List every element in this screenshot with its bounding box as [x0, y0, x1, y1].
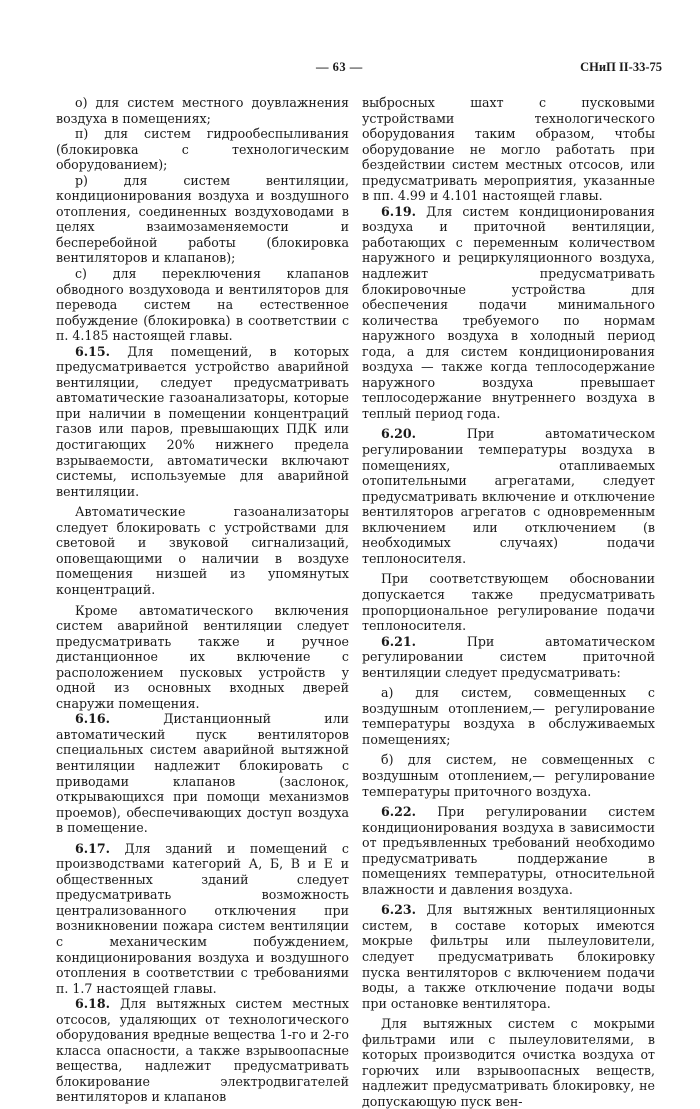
paragraph [362, 804, 655, 897]
document-code: СНиП II-33-75 [580, 60, 662, 74]
paragraph-text: При автоматическом регулировании систем приточной вентиляции следует предусматривать: [362, 633, 655, 680]
paragraph-text: При автоматическом регулировании температуры воздуха в помещениях, отапливаемых отопительными агрегатами, следует предусматривать включение и отключение вентиляторов агрегатов с одновременным включением или отключением (в необходимых случаях) подачи теплоносителя. [362, 426, 655, 566]
paragraph [56, 266, 349, 344]
paragraph-text: При регулировании систем кондиционирования воздуха в зависимости от предъявленных требований необходимо предусматривать поддержание в помещениях температуры, относительной влажности и давления воздуха. [362, 804, 655, 897]
section-number: 6.19. [381, 203, 417, 219]
section-number: 6.23. [381, 902, 417, 918]
paragraph-text: а) для систем, совмещенных с воздушным отоплением,— регулирование температуры воздуха в обслуживаемых помещениях; [362, 685, 655, 747]
paragraph [362, 95, 655, 204]
paragraph [362, 752, 655, 799]
section-number: 6.21. [381, 633, 417, 649]
paragraph [56, 344, 349, 499]
paragraph [56, 841, 349, 996]
paragraph-text: р) для систем вентиляции, кондиционирования воздуха и воздушного отопления, соединенных воздуховодами в целях взаимозаменяемости и бесперебойной работы (блокировка вентиляторов и клапанов); [56, 172, 349, 266]
paragraph-text: Для зданий и помещений с производствами категорий А, Б, В и Е и общественных зданий следует предусматривать возможность централизованного отключения при возникновении пожара систем вентиляции с механическим побуждением, кондиционирования воздуха и воздушного отопления в соответствии с требованиями п. 1.7 настоящей главы. [56, 840, 349, 996]
paragraph-text: Кроме автоматического включения систем аварийной вентиляции следует предусматривать также и ручное дистанционное их включение с расположением пусковых устройств у одной из основных входных дверей снаружи помещения. [56, 602, 349, 711]
paragraph-text: Дистанционный или автоматический пуск вентиляторов специальных систем аварийной вытяжной вентиляции надлежит блокировать с приводами клапанов (заслонок, открывающихся при помощи механизмов проемов), обеспечивающих доступ воздуха в помещение. [56, 711, 349, 836]
paragraph-text: Для помещений, в которых предусматривается устройство аварийной вентиляции, следует предусматривать автоматические газоанализаторы, которые при наличии в помещении концентраций газов или паров, превышающих ПДК или достигающих 20% нижнего предела взрываемости, автоматически включают системы, используемые для аварийной вентиляции. [56, 343, 349, 499]
section-number: 6.20. [381, 426, 417, 442]
paragraph [56, 996, 349, 1105]
section-number: 6.18. [75, 996, 111, 1012]
left-column [56, 95, 349, 1105]
paragraph [362, 204, 655, 422]
paragraph [56, 711, 349, 835]
paragraph [56, 603, 349, 712]
paragraph-text: о) для систем местного доувлажнения воздуха в помещениях; [56, 95, 349, 126]
paragraph-text: Для вытяжных систем с мокрыми фильтрами или с пылеуловителями, в которых производится очистка воздуха от горючих или взрывоопасных веществ, надлежит предусматривать блокировку, не допускающую пуск вен- [362, 1016, 655, 1109]
page-header [0, 60, 700, 76]
paragraph [56, 504, 349, 597]
paragraph [56, 126, 349, 173]
right-column [362, 95, 655, 1109]
section-number: 6.15. [75, 343, 111, 359]
paragraph-text: п) для систем гидрообеспыливания (блокировка с технологическим оборудованием); [56, 126, 349, 173]
paragraph [362, 1016, 655, 1109]
paragraph-text: б) для систем, не совмещенных с воздушным отоплением,— регулирование температуры приточного воздуха. [362, 752, 655, 799]
paragraph-text: выбросных шахт с пусковыми устройствами технологического оборудования таким образом, чтобы оборудование не могло работать при бездействии систем местных отсосов, или предусматривать мероприятия, указанные в пп. 4.99 и 4.101 настоящей главы. [362, 95, 655, 204]
paragraph-text: с) для переключения клапанов обводного воздуховода и вентиляторов для перевода систем на естественное побуждение (блокировка) в соответствии с п. 4.185 настоящей главы. [56, 266, 349, 344]
page-number: — 63 — [316, 60, 363, 74]
paragraph-text: Для вытяжных систем местных отсосов, удаляющих от технологического оборудования вредные вещества 1-го и 2-го класса опасности, а также взрывоопасные вещества, надлежит предусматривать блокирование электродвигателей вентиляторов и клапанов [56, 996, 349, 1105]
paragraph-text: Для систем кондиционирования воздуха и приточной вентиляции, работающих с переменным количеством наружного и рециркуляционного воздуха, надлежит предусматривать блокировочные устройства для обеспечения подачи минимального количества требуемого по нормам наружного воздуха в холодный период года, а для систем кондиционирования воздуха — также когда теплосодержание наружного воздуха превышает теплосодержание внутреннего воздуха в теплый период года. [362, 203, 655, 421]
paragraph [362, 634, 655, 681]
paragraph [362, 685, 655, 747]
paragraph [362, 902, 655, 1011]
paragraph [56, 95, 349, 126]
section-number: 6.16. [75, 711, 111, 727]
paragraph [56, 173, 349, 266]
section-number: 6.17. [75, 840, 111, 856]
paragraph-text: Для вытяжных вентиляционных систем, в составе которых имеются мокрые фильтры или пылеуловители, следует предусматривать блокировку пуска вентиляторов с включением подачи воды, а также отключение подачи воды при остановке вентилятора. [362, 902, 655, 1011]
paragraph-text: При соответствующем обосновании допускается также предусматривать пропорциональное регулирование подачи теплоносителя. [362, 571, 655, 634]
paragraph-text: Автоматические газоанализаторы следует блокировать с устройствами для световой и звуковой сигнализаций, оповещающими о наличии в воздухе помещения низшей из упомянутых концентраций. [56, 504, 349, 597]
paragraph [362, 426, 655, 566]
section-number: 6.22. [381, 804, 417, 820]
paragraph [362, 571, 655, 633]
